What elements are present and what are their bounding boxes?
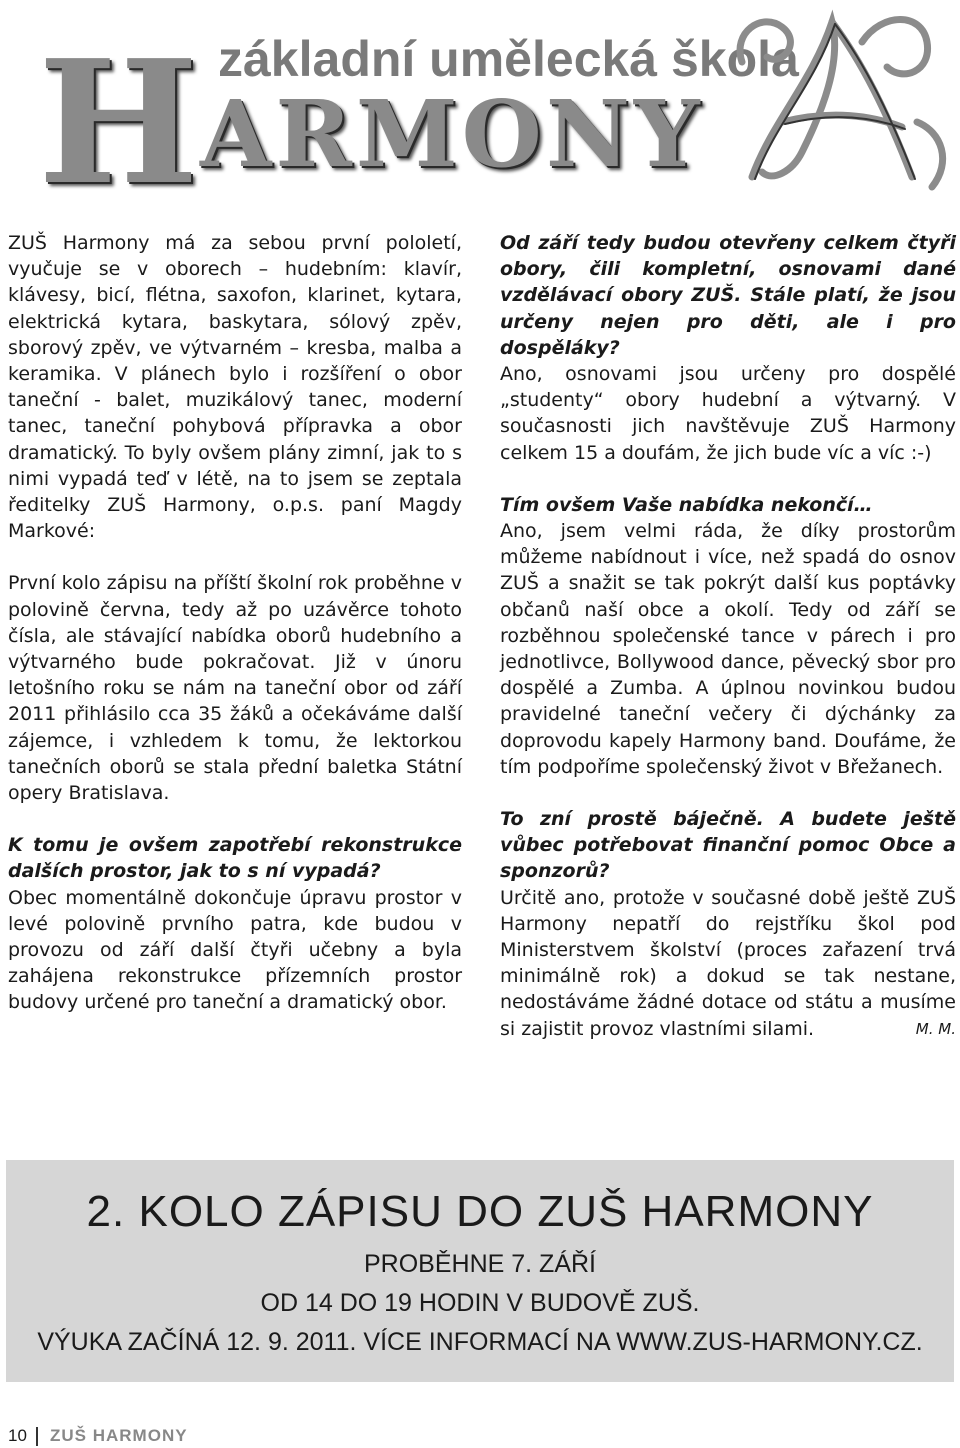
intro-paragraph: ZUŠ Harmony má za sebou první pololetí, vyučuje se v oborech – hudebním: klavír, klávesy, bicí, flétna, saxofon, klarinet, kytara, elektrická kytara, baskytara, sólový zpěv, sborový zpěv, ve výtvarném – kresba, malba a keramika. V plánech bylo i rozšíření o obor taneční - balet, muzikálový tanec, moderní tanec, taneční pohybová přípravka a obor dramatický. To byly ovšem plány zimní, jak to s nimi vypadá teď v létě, na to jsem se zeptala ředitelky ZUŠ Harmony, o.p.s. paní Magdy Markové: <box>8 232 462 543</box>
article-right-column <box>500 230 956 1042</box>
answer-paragraph: Obec momentálně dokončuje úpravu prostor v levé polovině prvního patra, kde budou v provozu od září další čtyři učebny a byla zahájena rekonstrukce přízemních prostor budovy určené pro taneční a dramatický obor. <box>8 886 462 1014</box>
interview-question: To zní prostě báječně. A budete ještě vůbec potřebovat finanční pomoc Obce a sponzorů? <box>500 808 956 883</box>
harmony-logo-icon <box>712 2 960 202</box>
answer-paragraph: První kolo zápisu na příští školní rok proběhne v polovině června, tedy až po uzávěrce tohoto čísla, ale stávající nabídka oborů hudebního a výtvarného bude pokračovat. Již v únoru letošního roku se nám na taneční obor od září 2011 přihlásilo cca 35 žáků a očekáváme další zájemce, i vzhledem k tomu, že lektorkou tanečních oborů se stala přední baletka Státní opery Bratislava. <box>8 572 462 805</box>
notice-heading: 2. KOLO ZÁPISU DO ZUŠ HARMONY <box>86 1187 874 1236</box>
page-number: 10 <box>8 1426 27 1445</box>
masthead-title: ARMONY <box>200 80 704 188</box>
interview-question: Tím ovšem Vaše nabídka nekončí… <box>500 493 873 516</box>
footer-title: ZUŠ HARMONY <box>50 1426 188 1445</box>
enrollment-notice <box>6 1160 954 1382</box>
masthead-subtitle: základní umělecká škola <box>218 31 799 87</box>
answer-text: Určitě ano, protože v současné době ještě ZUŠ Harmony nepatří do rejstříku škol pod Ministerstvem školství (proces zařazení trvá minimálně rok) a dokud se tak nestane, nedostáváme žádné dotace od státu a musíme si zajistit provoz vlastními silami. <box>500 886 956 1040</box>
notice-hours: OD 14 DO 19 HODIN V BUDOVĚ ZUŠ. <box>260 1289 700 1317</box>
interview-question: Od září tedy budou otevřeny celkem čtyři obory, čili kompletní, osnovami dané vzdělávací obory ZUŠ. Stále platí, že jsou určeny nejen pro děti, ale i pro dospěláky? <box>500 232 956 359</box>
masthead-title-initial: H <box>38 23 199 223</box>
author-signature: M. M. <box>915 1019 956 1038</box>
notice-date: PROBĚHNE 7. ZÁŘÍ <box>364 1250 596 1278</box>
interview-question: K tomu je ovšem zapotřebí rekonstrukce dalších prostor, jak to s ní vypadá? <box>8 834 462 883</box>
footer-divider <box>36 1427 38 1446</box>
article-left-column <box>8 230 462 1016</box>
notice-info: VÝUKA ZAČÍNÁ 12. 9. 2011. VÍCE INFORMACÍ NA WWW.ZUS-HARMONY.CZ. <box>37 1328 923 1356</box>
answer-paragraph <box>500 885 956 1042</box>
answer-paragraph: Ano, jsem velmi ráda, že díky prostorům můžeme nabídnout i více, než spadá do osnov ZUŠ a snažit se tak pokrýt další kus poptávky občanů naší obce a okolí. Tedy od září se rozběhnou společenské tance v párech i pro jednotlivce, Bollywood dance, pěvecký sbor pro dospělé a Zumba. A úplnou novinkou budou pravidelné taneční večery či dýchánky za doprovodu kapely Harmony band. Doufáme, že tím podpoříme společenský život v Břežanech. <box>500 520 956 778</box>
answer-paragraph: Ano, osnovami jsou určeny pro dospělé „studenty“ obory hudební a výtvarný. V současnosti jich navštěvuje ZUŠ Harmony celkem 15 a doufám, že jich bude víc a víc :-) <box>500 363 956 464</box>
masthead <box>0 0 960 223</box>
